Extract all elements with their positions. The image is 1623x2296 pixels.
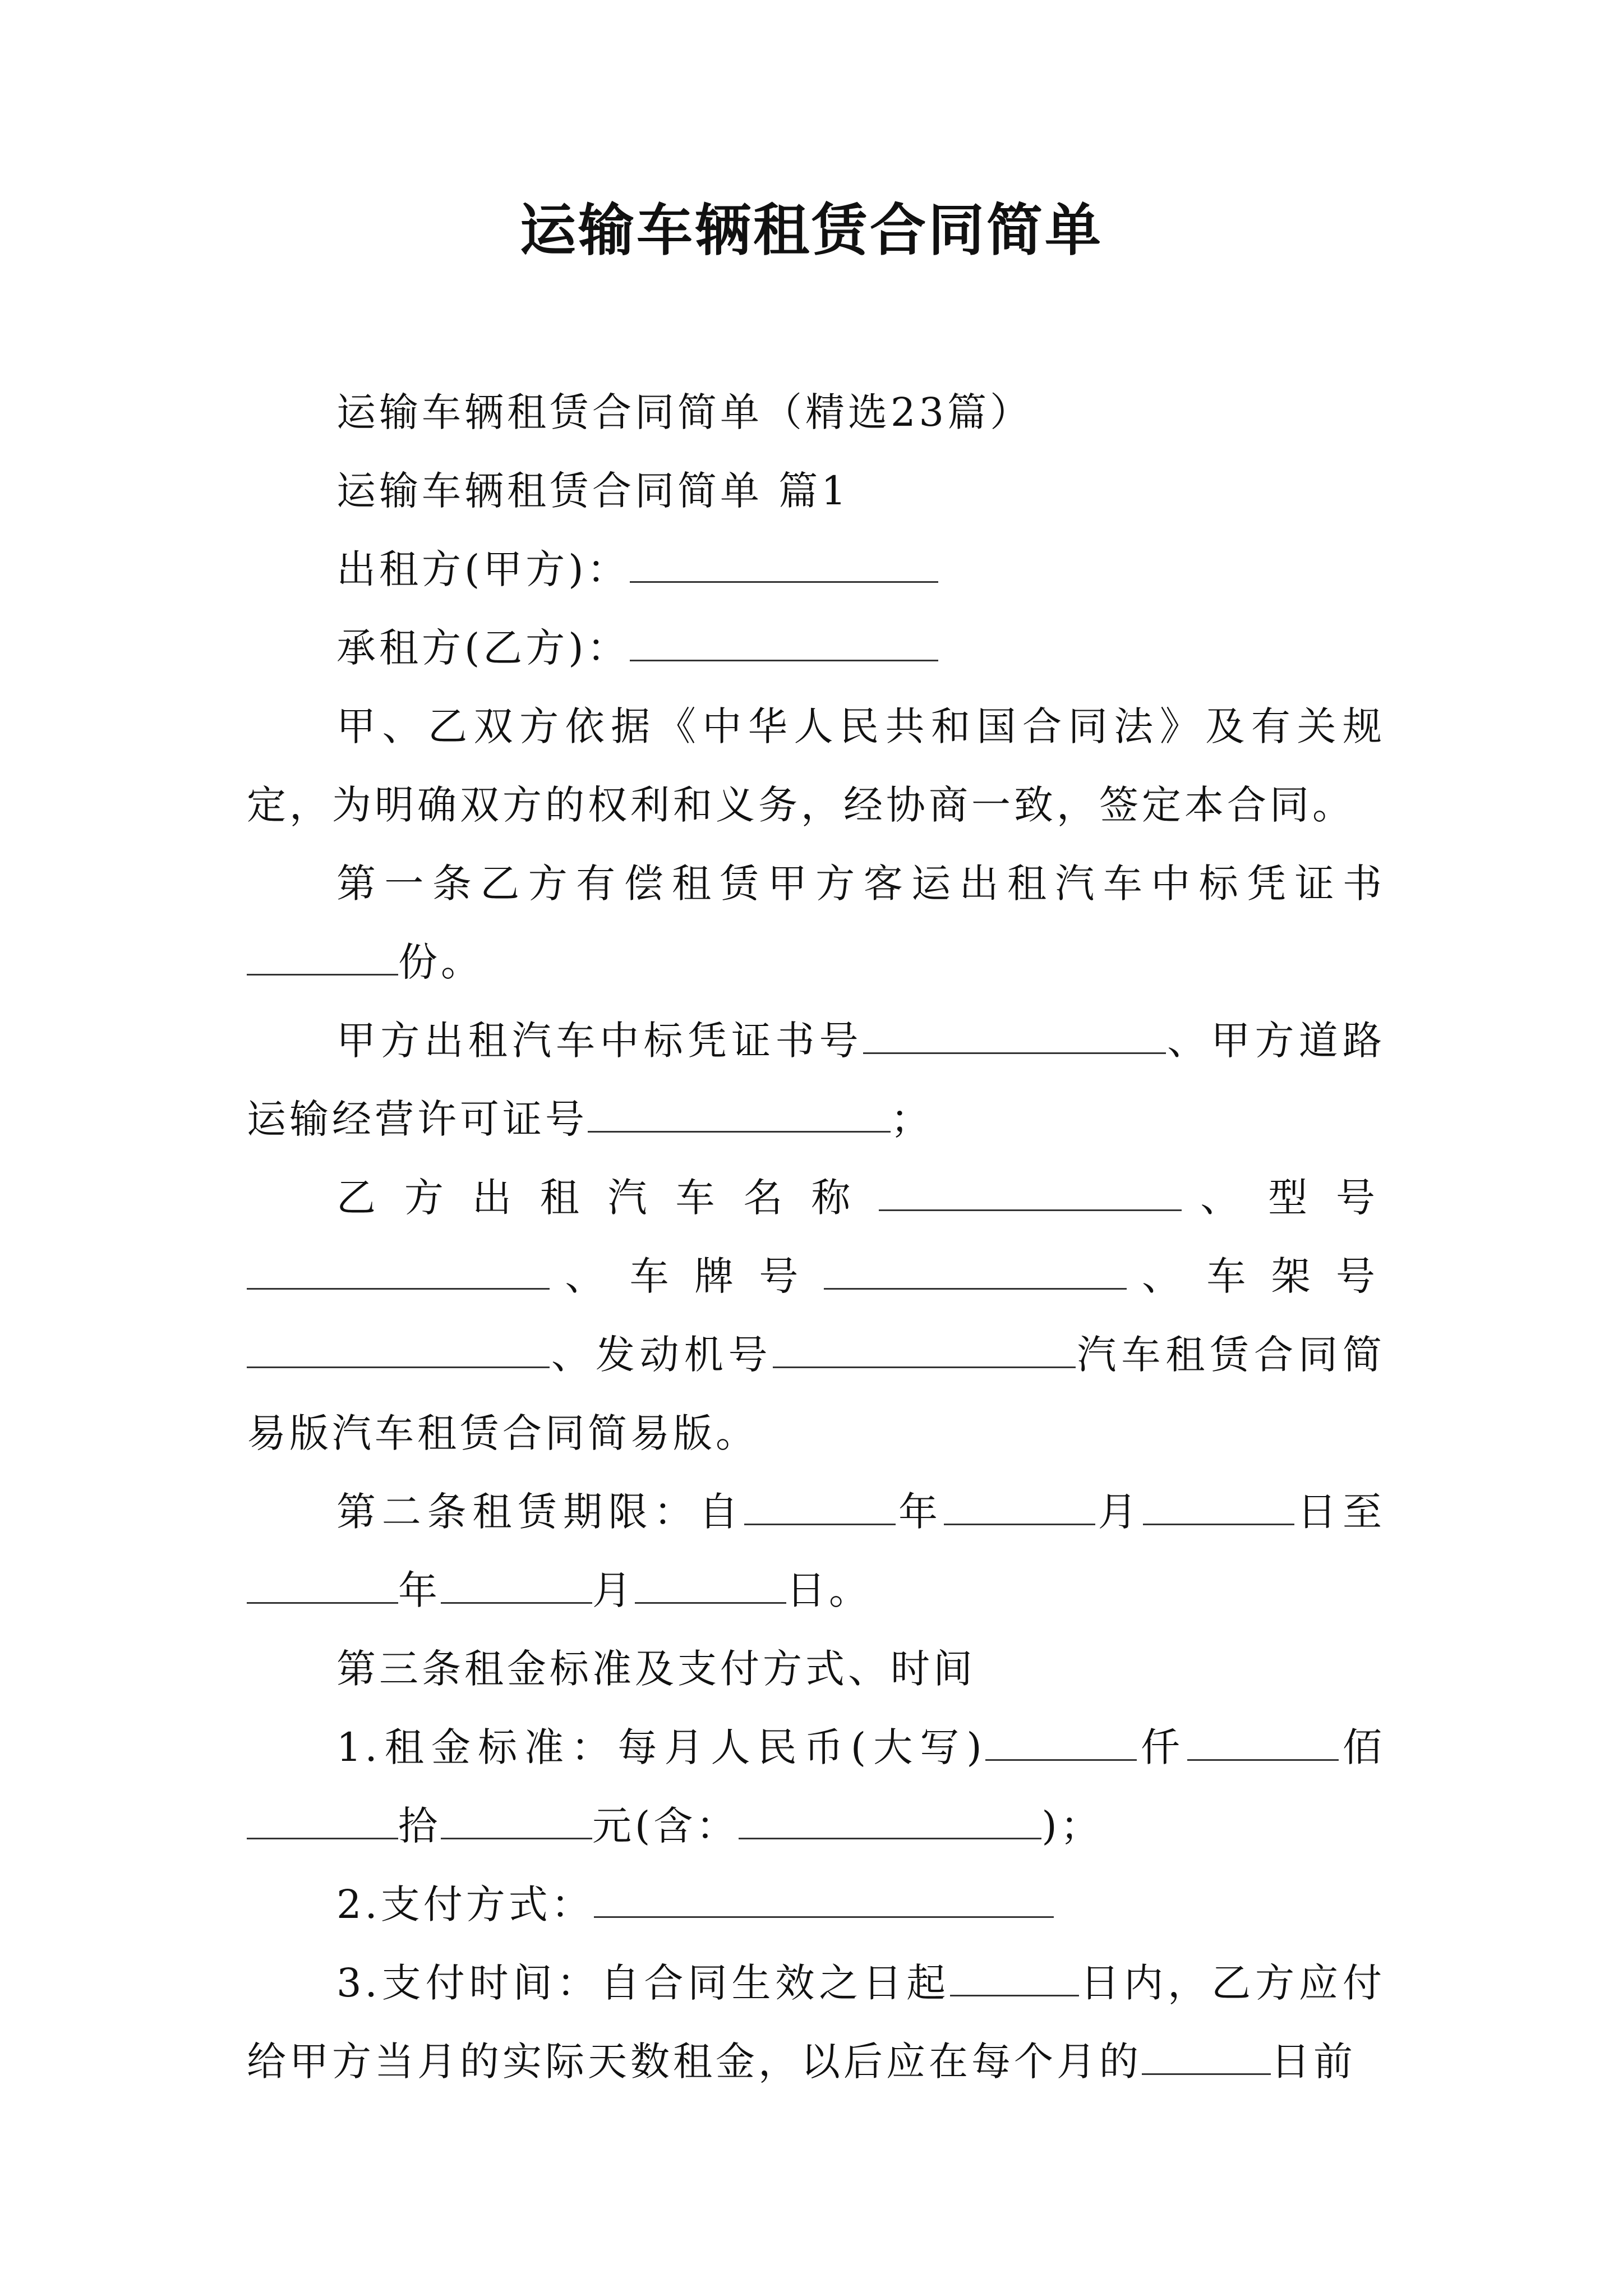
end-day-unit: 日。 [786,1567,872,1613]
rent-end: )； [1041,1803,1103,1849]
start-month-unit: 月 [1095,1489,1144,1535]
article-2 [247,1473,1385,1630]
rent-yuan-blank [441,1806,592,1839]
document-body [247,373,1385,2101]
license-number-blank [588,1099,891,1133]
payment-method-blank [594,1885,1054,1918]
rent-shi-blank [247,1806,398,1839]
rent-qian-blank [985,1728,1137,1761]
car-model-blank [247,1257,550,1290]
article-3: 第三条租金标准及支付方式、时间 [336,1646,976,1692]
start-month-blank [944,1492,1095,1525]
plate-label: 、车牌号 [550,1253,824,1299]
lessee-line [247,609,1385,687]
article-2-label: 第二条租赁期限：自 [336,1489,745,1535]
lessor-label: 出租方(甲方)： [336,546,630,592]
article-1 [247,844,1385,1001]
intro-paragraph: 甲、乙双方依据《中华人民共和国合同法》及有关规定，为明确双方的权利和义务，经协商一致，签定本合同。 [247,703,1385,828]
car-name-blank [879,1178,1182,1211]
car-name-label: 乙方出租汽车名称 [336,1175,879,1221]
lessor-blank [630,550,938,583]
end-month-blank [441,1571,592,1604]
certificate-label: 甲方出租汽车中标凭证书号 [336,1018,863,1064]
lessor-line [247,530,1385,609]
car-model-label: 、型号 [1182,1175,1386,1221]
document-title: 运输车辆租赁合同简单 [520,197,1103,263]
vehicle-paragraph [247,1158,1385,1473]
frame-label: 、车架号 [1126,1253,1386,1299]
rent-qian: 仟 [1136,1724,1187,1770]
rent-amount-blank [739,1806,1041,1839]
start-year-blank [744,1492,896,1525]
payment-method-label: 2.支付方式： [336,1881,594,1927]
payment-time-end: 日前 [1271,2039,1356,2085]
rent-label: 1.租金标准：每月人民币(大写) [336,1724,985,1770]
certificate-number-blank [863,1021,1166,1054]
start-day-blank [1143,1492,1294,1525]
end-month-unit: 月 [592,1567,635,1613]
payment-time-text: 日内，乙方应付给甲方当月的实际天数租金，以后应在每个月的 [247,1960,1385,2085]
payment-time [247,1944,1385,2101]
end-year-blank [247,1571,398,1604]
start-year-unit: 年 [896,1489,944,1535]
start-day-unit: 日至 [1294,1489,1386,1535]
payment-days-blank [950,1963,1079,1996]
lessee-label: 承租方(乙方)： [336,625,630,671]
payment-time-label: 3.支付时间：自合同生效之日起 [336,1960,951,2006]
end-year-unit: 年 [398,1567,441,1613]
engine-label: 、发动机号 [550,1332,773,1378]
copies-blank [247,942,398,976]
rent-shi: 拾 [398,1803,441,1849]
rent-standard [247,1708,1385,1865]
rent-bai-blank [1187,1728,1339,1761]
end-day-blank [635,1571,786,1604]
certificate-paragraph [247,1001,1385,1158]
article-1-end: 份。 [398,939,483,985]
payment-method [247,1865,1385,1944]
payment-day-blank [1142,2042,1271,2075]
rent-bai: 佰 [1338,1724,1385,1770]
lessee-blank [630,628,938,661]
rent-yuan: 元(含： [592,1803,739,1849]
frame-blank [247,1335,550,1368]
engine-blank [773,1335,1076,1368]
vehicle-end: 汽车租赁合同简易版汽车租赁合同简易版。 [247,1332,1386,1456]
plate-blank [824,1257,1127,1290]
article-1-text: 第一条乙方有偿租赁甲方客运出租汽车中标凭证书 [336,861,1385,907]
license-label: 、甲方道路运输经营许可证号 [247,1018,1386,1142]
certificate-end: ； [891,1096,933,1142]
section-heading: 运输车辆租赁合同简单 篇1 [336,468,850,514]
subtitle: 运输车辆租赁合同简单（精选23篇） [336,389,1033,435]
